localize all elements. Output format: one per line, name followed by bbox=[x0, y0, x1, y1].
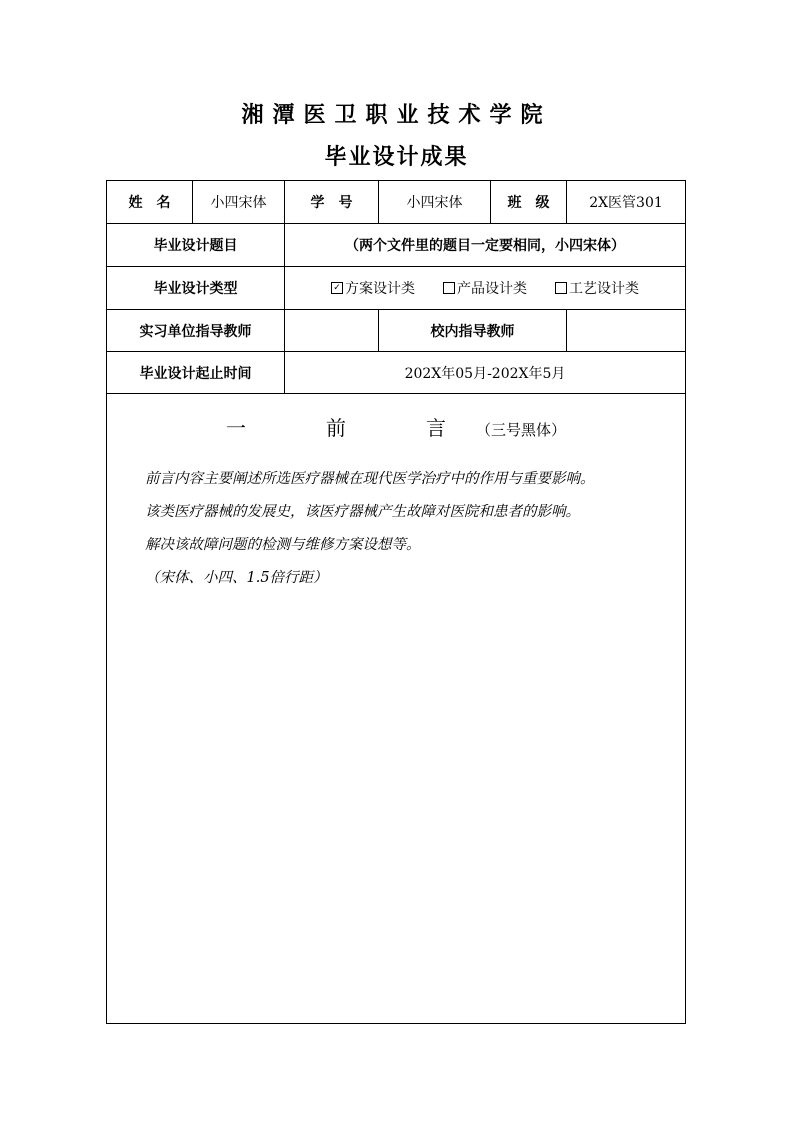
class-value[interactable]: 2X医管301 bbox=[589, 195, 663, 211]
body-paragraph: 解决该故障问题的检测与维修方案设想等。 bbox=[145, 537, 421, 553]
period-value[interactable]: 202X年05月-202X年5月 bbox=[404, 365, 566, 382]
checkbox-icon[interactable] bbox=[555, 282, 567, 294]
type-option-scheme[interactable] bbox=[331, 278, 415, 298]
school-advisor-value[interactable] bbox=[567, 310, 685, 351]
type-option-label: 方案设计类 bbox=[345, 281, 415, 297]
type-option-product[interactable] bbox=[443, 278, 527, 298]
checked-checkbox-icon[interactable]: ✓ bbox=[331, 282, 343, 294]
section-title-note: （三号黑体） bbox=[475, 421, 566, 439]
body-paragraph: 前言内容主要阐述所选医疗器械在现代医学治疗中的作用与重要影响。 bbox=[145, 471, 595, 487]
class-label: 班 级 bbox=[507, 195, 550, 211]
type-option-label: 产品设计类 bbox=[457, 281, 527, 297]
period-label: 毕业设计起止时间 bbox=[139, 365, 252, 382]
section-body bbox=[145, 463, 675, 595]
topic-label: 毕业设计题目 bbox=[153, 238, 238, 254]
school-advisor-label: 校内指导教师 bbox=[430, 323, 515, 340]
intern-advisor-label: 实习单位指导教师 bbox=[139, 323, 252, 340]
body-paragraph: 该类医疗器械的发展史，该医疗器械产生故障对医院和患者的影响。 bbox=[145, 504, 580, 520]
topic-value[interactable]: （两个文件里的题目一定要相同，小四宋体） bbox=[345, 238, 625, 254]
student-id-value[interactable]: 小四宋体 bbox=[406, 195, 463, 211]
name-value[interactable]: 小四宋体 bbox=[210, 195, 267, 211]
section-heading bbox=[106, 414, 686, 444]
section-title: 一 前 言 bbox=[225, 416, 476, 440]
intern-advisor-value[interactable] bbox=[285, 310, 378, 351]
design-type-options bbox=[285, 267, 685, 309]
name-label: 姓 名 bbox=[128, 195, 171, 211]
institution-name: 湘潭医卫职业技术学院 bbox=[241, 103, 552, 128]
type-option-process[interactable] bbox=[555, 278, 639, 298]
student-id-label: 学 号 bbox=[310, 195, 353, 211]
body-paragraph-note: （宋体、小四、1.5倍行距） bbox=[145, 570, 328, 586]
form-frame bbox=[106, 180, 686, 1024]
type-option-label: 工艺设计类 bbox=[569, 281, 639, 297]
checkbox-icon[interactable] bbox=[443, 282, 455, 294]
document-title: 毕业设计成果 bbox=[324, 145, 469, 170]
design-type-label: 毕业设计类型 bbox=[153, 281, 238, 297]
